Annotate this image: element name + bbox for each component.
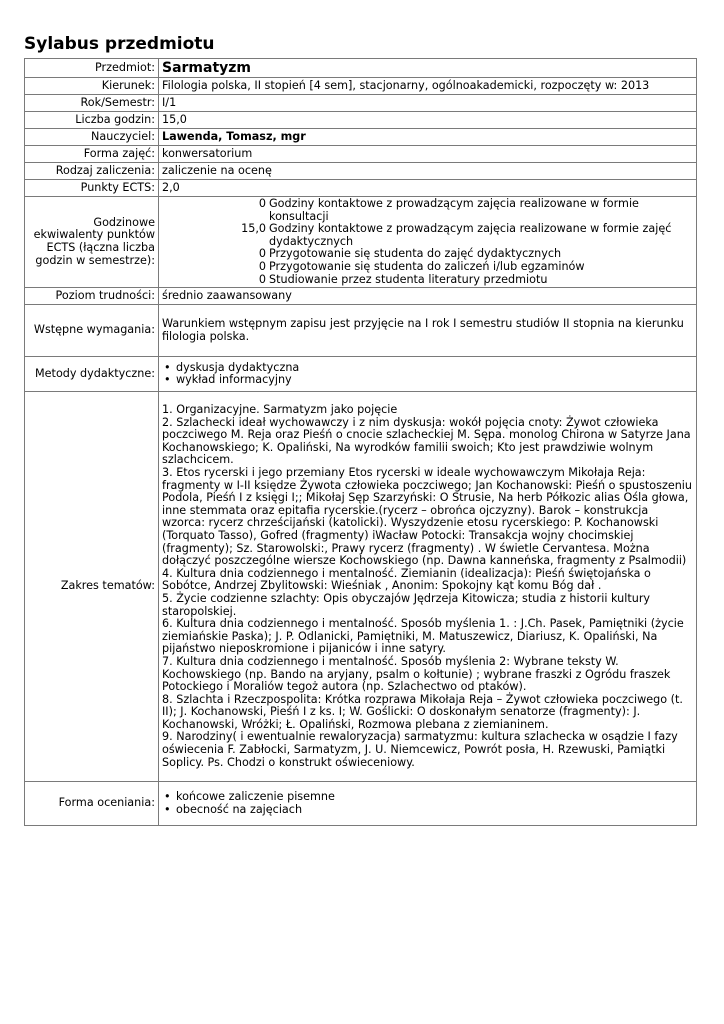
row-ekwiwalent [25,197,697,288]
row-forma [25,146,697,163]
value-rok: I/1 [159,95,697,112]
ects-item-text: Studiowanie przez studenta literatury przedmiotu [269,272,548,286]
value-nauczyciel: Lawenda, Tomasz, mgr [159,129,697,146]
value-przedmiot: Sarmatyzm [159,59,697,78]
label-wymagania: Wstępne wymagania: [25,305,159,357]
list-item: • dyskusja dydaktyczna [176,362,693,375]
label-przedmiot: Przedmiot: [25,59,159,78]
label-zaliczenie: Rodzaj zaliczenia: [25,163,159,180]
label-forma: Forma zajęć: [25,146,159,163]
row-kierunek [25,78,697,95]
value-zakres [159,392,697,782]
label-zakres: Zakres tematów: [25,392,159,782]
label-godziny: Liczba godzin: [25,112,159,129]
ects-item-text: Przygotowanie się studenta do zajęć dydaktycznych [269,247,562,261]
list-item: • wykład informacyjny [176,374,693,387]
ects-item-hours: 0 [258,197,266,210]
row-ects [25,180,697,197]
value-metody [159,357,697,392]
label-kierunek: Kierunek: [25,78,159,95]
ects-item [162,261,693,274]
row-zaliczenie [25,163,697,180]
topic-item: 2. Szlachecki ideał wychowawczy i z nim dyskusja: wokół pojęcia cnoty: Żywot człowieka poczciwego M. Reja oraz Pieśń o cnocie szlacheckiej M. Sępa. monolog Chirona w Satyrze Jana Kochanowskiego; K. Opaliński, Na wyrodków familii swoich; Kto jest prawdziwie wolnym szlachcicem. [162,415,691,467]
label-poziom: Poziom trudności: [25,288,159,305]
ects-item [162,274,693,287]
value-forma: konwersatorium [159,146,697,163]
label-rok: Rok/Semestr: [25,95,159,112]
assessment-list [162,791,693,816]
value-poziom: średnio zaawansowany [159,288,697,305]
topic-item: 5. Życie codzienne szlachty: Opis obyczajów Jędrzeja Kitowicza; studia z historii kultury staropolskiej. [162,591,651,618]
topic-item: 7. Kultura dnia codziennego i mentalność. Sposób myślenia 2: Wybrane teksty W. Kochowskiego (np. Bando na aryjany, psalm o kołtunie) ; wybrane fraszki z Ogródu fraszek Potockiego i Moraliów tegoż autora (np. Szlachectwo od ptaków). [162,654,671,694]
row-zakres [25,392,697,782]
ects-item [162,198,693,223]
ects-item-text: Godziny kontaktowe z prowadzącym zajęcia realizowane w formie konsultacji [269,197,639,223]
row-poziom [25,288,697,305]
label-metody: Metody dydaktyczne: [25,357,159,392]
ects-item-text: Przygotowanie się studenta do zaliczeń i/lub egzaminów [269,259,585,273]
ects-item-hours: 0 [258,272,266,286]
label-nauczyciel: Nauczyciel: [25,129,159,146]
row-nauczyciel [25,129,697,146]
label-ekwiwalent: Godzinowe ekwiwalenty punktów ECTS (łączna liczba godzin w semestrze): [25,197,159,288]
label-ocenianie: Forma oceniania: [25,782,159,826]
ects-item-text: Godziny kontaktowe z prowadzącym zajęcia realizowane w formie zajęć dydaktycznych [269,222,672,248]
topic-item: 9. Narodziny( i ewentualnie rewaloryzacja) sarmatyzmu: kultura szlachecka w osądzie I fazy oświecenia F. Zabłocki, Sarmatyzm, J. U. Niemcewicz, Powrót posła, H. Rzewuski, Pamiątki Soplicy. Ps. Chodzi o konstrukt oświeceniowy. [162,730,678,769]
value-ects: 2,0 [159,180,697,197]
row-przedmiot [25,59,697,78]
value-ocenianie [159,782,697,826]
page-title: Sylabus przedmiotu [24,34,215,54]
topic-item: 6. Kultura dnia codziennego i mentalność. Sposób myślenia 1. : J.Ch. Pasek, Pamiętniki (życie ziemiańskie Paska); J. P. Odlanicki, Pamiętniki, M. Matuszewicz, Diariusz, K. Opaliński, Na pijaństwo nieposkromione i pijaniców i inne satyry. [162,617,684,656]
value-ekwiwalent [159,197,697,288]
label-ects: Punkty ECTS: [25,180,159,197]
topic-item: 3. Etos rycerski i jego przemiany Etos rycerski w ideale wychowawczym Mikołaja Reja: fragmenty w I-II księdze Żywota człowieka poczciwego; Jan Kochanowski: Pieśń o spustoszeniu Podola, Pieśń I z księgi I;; Mikołaj Sęp Szarzyński: O Strusie, Na herb Półkozic alias Ośla głowa, inne stemmata oraz epitafia rycerskie.(rycerz – obrońca ojczyzny). Barok – konstrukcja wzorca: rycerz chrześcijański (katolicki). Wyszydzenie etosu rycerskiego: P. Kochanowski (Torquato Tasso), Gofred (fragmenty) iWacław Potocki: Transakcja wojny chocimskiej (fragmenty); Sz. Starowolski:, Prawy rycerz (fragmenty) . W świetle Cervantesa. Można dołączyć poszczególne wiersze Kochowskiego (np. Dawna kanneńska, fragmenty z Psalmodii) [162,466,693,568]
methods-list [162,362,693,387]
row-metody [25,357,697,392]
row-wymagania [25,305,697,357]
value-godziny: 15,0 [159,112,697,129]
row-ocenianie [25,782,697,826]
row-rok [25,95,697,112]
ects-item-hours: 0 [258,247,266,261]
value-wymagania: Warunkiem wstępnym zapisu jest przyjęcie na I rok I semestru studiów II stopnia na kierunku filologia polska. [159,305,697,357]
topic-item: 8. Szlachta i Rzeczpospolita: Krótka rozprawa Mikołaja Reja – Żywot człowieka poczciwego (t. II); J. Kochanowski, Pieśń I z ks. I; W. Goślicki: O doskonałym senatorze (fragmenty): J. Kochanowski, Wróżki; Ł. Opaliński, Rozmowa plebana z ziemianinem. [162,692,683,731]
row-godziny [25,112,697,129]
list-item: • końcowe zaliczenie pisemne [176,791,693,804]
topic-item: 4. Kultura dnia codziennego i mentalność. Ziemianin (idealizacja): Pieśń świętojańska o Sobótce, Andrzej Zbylitowski: Wieśniak , Anonim: Spokojny kąt komu Bóg dał . [162,566,651,593]
topic-item: 1. Organizacyjne. Sarmatyzm jako pojęcie [162,403,398,417]
value-kierunek: Filologia polska, II stopień [4 sem], stacjonarny, ogólnoakademicki, rozpoczęty w: 2013 [159,78,697,95]
ects-item [162,223,693,248]
list-item: • obecność na zajęciach [176,804,693,817]
ects-item-hours: 0 [258,259,266,273]
ects-item-hours: 15,0 [241,222,266,236]
value-zaliczenie: zaliczenie na ocenę [159,163,697,180]
syllabus-table [24,58,697,826]
